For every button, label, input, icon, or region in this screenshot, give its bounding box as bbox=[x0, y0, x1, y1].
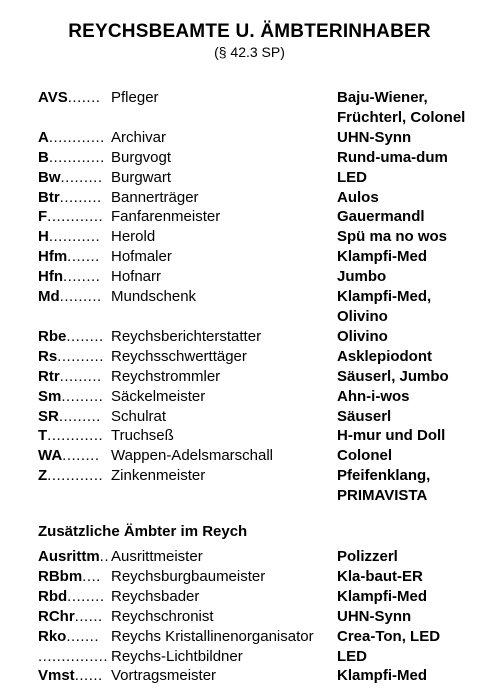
office-title: Zinkenmeister bbox=[111, 467, 206, 485]
office-abbreviation bbox=[38, 267, 111, 287]
office-row bbox=[38, 407, 489, 427]
office-row bbox=[38, 466, 489, 506]
office-row bbox=[38, 647, 489, 667]
office-row bbox=[38, 446, 489, 466]
office-abbreviation bbox=[38, 567, 111, 587]
office-abbreviation bbox=[38, 287, 111, 307]
office-abbreviation bbox=[38, 627, 111, 647]
abbreviation-text: WA bbox=[38, 447, 63, 465]
office-holder: Klampfi-Med, Olivino bbox=[337, 288, 432, 325]
office-holder: LED bbox=[337, 168, 367, 186]
abbreviation-text: Rs bbox=[38, 347, 58, 365]
abbreviation-text: T bbox=[38, 427, 48, 445]
office-row bbox=[38, 188, 489, 208]
office-title: Fanfarenmeister bbox=[111, 208, 221, 226]
office-title: Truchseß bbox=[111, 427, 174, 445]
additional-offices-list bbox=[38, 547, 489, 686]
office-holder: UHN-Synn bbox=[337, 607, 412, 625]
leader-dots: .......... bbox=[57, 347, 104, 365]
office-abbreviation bbox=[38, 587, 111, 607]
office-title: Wappen-Adelsmarschall bbox=[111, 447, 274, 465]
office-holder: Olivino bbox=[337, 327, 388, 345]
leader-dots: .... bbox=[82, 567, 101, 585]
office-title: Reychsbader bbox=[111, 587, 200, 605]
page-subtitle: (§ 42.3 SP) bbox=[214, 44, 285, 60]
abbreviation-text: Rko bbox=[38, 627, 67, 645]
office-abbreviation bbox=[38, 466, 111, 486]
leader-dots: ....... bbox=[67, 89, 101, 106]
leader-dots: ............ bbox=[47, 427, 104, 445]
leader-dots: ......... bbox=[61, 387, 104, 405]
leader-dots: ............... bbox=[38, 647, 109, 665]
office-title: Vortragsmeister bbox=[111, 667, 217, 685]
office-title: Säckelmeister bbox=[111, 387, 206, 405]
abbreviation-text: Ausrittm bbox=[38, 548, 100, 565]
office-row bbox=[38, 426, 489, 446]
page-title: REYCHSBEAMTE U. ÄMBTERINHABER bbox=[68, 21, 431, 42]
office-row bbox=[38, 666, 489, 686]
abbreviation-text: H bbox=[38, 228, 49, 246]
office-holder: Rund-uma-dum bbox=[337, 148, 448, 166]
abbreviation-text: Sm bbox=[38, 387, 62, 405]
abbreviation-text: SR bbox=[38, 407, 59, 425]
office-title: Burgwart bbox=[111, 168, 172, 186]
abbreviation-text: Hfn bbox=[38, 268, 63, 286]
leader-dots: ........... bbox=[48, 228, 101, 246]
office-row bbox=[38, 627, 489, 647]
leader-dots: .. bbox=[99, 548, 110, 565]
office-abbreviation bbox=[38, 188, 111, 208]
abbreviation-text: Hfm bbox=[38, 248, 68, 266]
office-row bbox=[38, 287, 489, 327]
additional-offices-heading: Zusätzliche Ämbter im Reych bbox=[38, 523, 248, 540]
abbreviation-text: B bbox=[38, 148, 49, 166]
office-title: Reychschronist bbox=[111, 607, 214, 625]
office-abbreviation bbox=[38, 148, 111, 168]
office-title: Reychsburgbaumeister bbox=[111, 567, 266, 585]
office-abbreviation bbox=[38, 168, 111, 188]
leader-dots: ............ bbox=[47, 208, 104, 226]
leader-dots: ....... bbox=[67, 248, 100, 266]
leader-dots: ......... bbox=[58, 407, 101, 425]
office-row bbox=[38, 168, 489, 188]
leader-dots: ............ bbox=[48, 128, 105, 146]
abbreviation-text: Z bbox=[38, 467, 48, 485]
office-title: Hofmaler bbox=[111, 248, 172, 266]
office-holder: H-mur und Doll bbox=[337, 427, 446, 445]
office-row bbox=[38, 347, 489, 367]
office-holder: Klampfi-Med bbox=[337, 587, 427, 605]
office-title: Reychs Kristallinenorganisator bbox=[111, 627, 314, 645]
leader-dots: ......... bbox=[59, 367, 102, 385]
abbreviation-text: Btr bbox=[38, 188, 60, 206]
office-title: Reychsberichterstatter bbox=[111, 327, 262, 345]
abbreviation-text: AVS bbox=[38, 89, 68, 106]
office-holder: Kla-baut-ER bbox=[337, 567, 423, 585]
office-abbreviation bbox=[38, 227, 111, 247]
office-abbreviation bbox=[38, 446, 111, 466]
office-title: Hofnarr bbox=[111, 268, 162, 286]
office-row bbox=[38, 327, 489, 347]
leader-dots: ...... bbox=[74, 667, 103, 685]
office-row bbox=[38, 148, 489, 168]
office-holder: Asklepiodont bbox=[337, 347, 433, 365]
leader-dots: ......... bbox=[59, 288, 102, 306]
office-title: Mundschenk bbox=[111, 288, 197, 306]
leader-dots: ........ bbox=[62, 447, 100, 465]
office-holder: Spü ma no wos bbox=[337, 228, 448, 246]
office-row bbox=[38, 267, 489, 287]
office-row bbox=[38, 207, 489, 227]
leader-dots: ........ bbox=[63, 268, 101, 286]
office-holder: Gauermandl bbox=[337, 208, 425, 226]
office-abbreviation bbox=[38, 547, 111, 567]
office-abbreviation bbox=[38, 367, 111, 387]
office-abbreviation bbox=[38, 88, 111, 108]
office-row bbox=[38, 607, 489, 627]
abbreviation-text: RChr bbox=[38, 607, 75, 625]
office-title: Reychsschwerttäger bbox=[111, 347, 247, 365]
abbreviation-text: RBbm bbox=[38, 567, 83, 585]
office-holder: Säuserl bbox=[337, 407, 392, 425]
abbreviation-text: A bbox=[38, 128, 49, 146]
office-title: Archivar bbox=[111, 128, 167, 146]
office-abbreviation bbox=[38, 387, 111, 407]
leader-dots: ......... bbox=[59, 188, 102, 206]
office-row bbox=[38, 587, 489, 607]
office-title: Burgvogt bbox=[111, 148, 172, 166]
abbreviation-text: F bbox=[38, 208, 48, 226]
office-row bbox=[38, 128, 489, 148]
office-row bbox=[38, 88, 489, 128]
leader-dots: ............ bbox=[47, 467, 104, 485]
office-holder: Klampfi-Med bbox=[337, 248, 427, 266]
office-holder: Jumbo bbox=[337, 268, 387, 286]
abbreviation-text: Rtr bbox=[38, 367, 60, 385]
office-holder: Pfeifenklang, PRIMAVISTA bbox=[337, 467, 431, 505]
abbreviation-text: Rbe bbox=[38, 327, 67, 345]
abbreviation-text: Rbd bbox=[38, 587, 68, 605]
leader-dots: ............ bbox=[48, 148, 105, 166]
office-title: Herold bbox=[111, 228, 156, 246]
office-abbreviation bbox=[38, 647, 111, 667]
office-holder: Crea-Ton, LED bbox=[337, 627, 441, 645]
office-row bbox=[38, 367, 489, 387]
abbreviation-text: Md bbox=[38, 288, 60, 306]
abbreviation-text: Vmst bbox=[38, 667, 75, 685]
leader-dots: ...... bbox=[74, 607, 103, 625]
office-holder: Klampfi-Med bbox=[337, 667, 427, 685]
office-holder: Ahn-i-wos bbox=[337, 387, 410, 405]
office-row bbox=[38, 387, 489, 407]
office-title: Bannerträger bbox=[111, 188, 199, 206]
office-title: Reychstrommler bbox=[111, 367, 221, 385]
office-holder: Colonel bbox=[337, 447, 392, 465]
leader-dots: ....... bbox=[66, 627, 100, 645]
leader-dots: ........ bbox=[67, 587, 105, 605]
office-abbreviation bbox=[38, 607, 111, 627]
office-abbreviation bbox=[38, 347, 111, 367]
officials-list bbox=[38, 88, 489, 506]
office-row bbox=[38, 227, 489, 247]
office-holder: Polizzerl bbox=[337, 548, 398, 565]
office-title: Pfleger bbox=[111, 89, 159, 106]
office-holder: LED bbox=[337, 647, 367, 665]
office-abbreviation bbox=[38, 407, 111, 427]
office-holder: Baju-Wiener, Früchterl, Colonel bbox=[337, 89, 466, 126]
office-abbreviation bbox=[38, 247, 111, 267]
office-holder: UHN-Synn bbox=[337, 128, 412, 146]
leader-dots: ......... bbox=[60, 168, 103, 186]
office-title: Ausrittmeister bbox=[111, 548, 203, 565]
office-holder: Säuserl, Jumbo bbox=[337, 367, 449, 385]
office-abbreviation bbox=[38, 207, 111, 227]
office-row bbox=[38, 247, 489, 267]
office-title: Schulrat bbox=[111, 407, 167, 425]
leader-dots: ........ bbox=[66, 327, 104, 345]
abbreviation-text: Bw bbox=[38, 168, 61, 186]
office-holder: Aulos bbox=[337, 188, 379, 206]
office-row bbox=[38, 547, 489, 567]
office-abbreviation bbox=[38, 327, 111, 347]
office-abbreviation bbox=[38, 128, 111, 148]
office-title: Reychs-Lichtbildner bbox=[111, 647, 243, 665]
office-abbreviation bbox=[38, 426, 111, 446]
office-abbreviation bbox=[38, 666, 111, 686]
office-row bbox=[38, 567, 489, 587]
